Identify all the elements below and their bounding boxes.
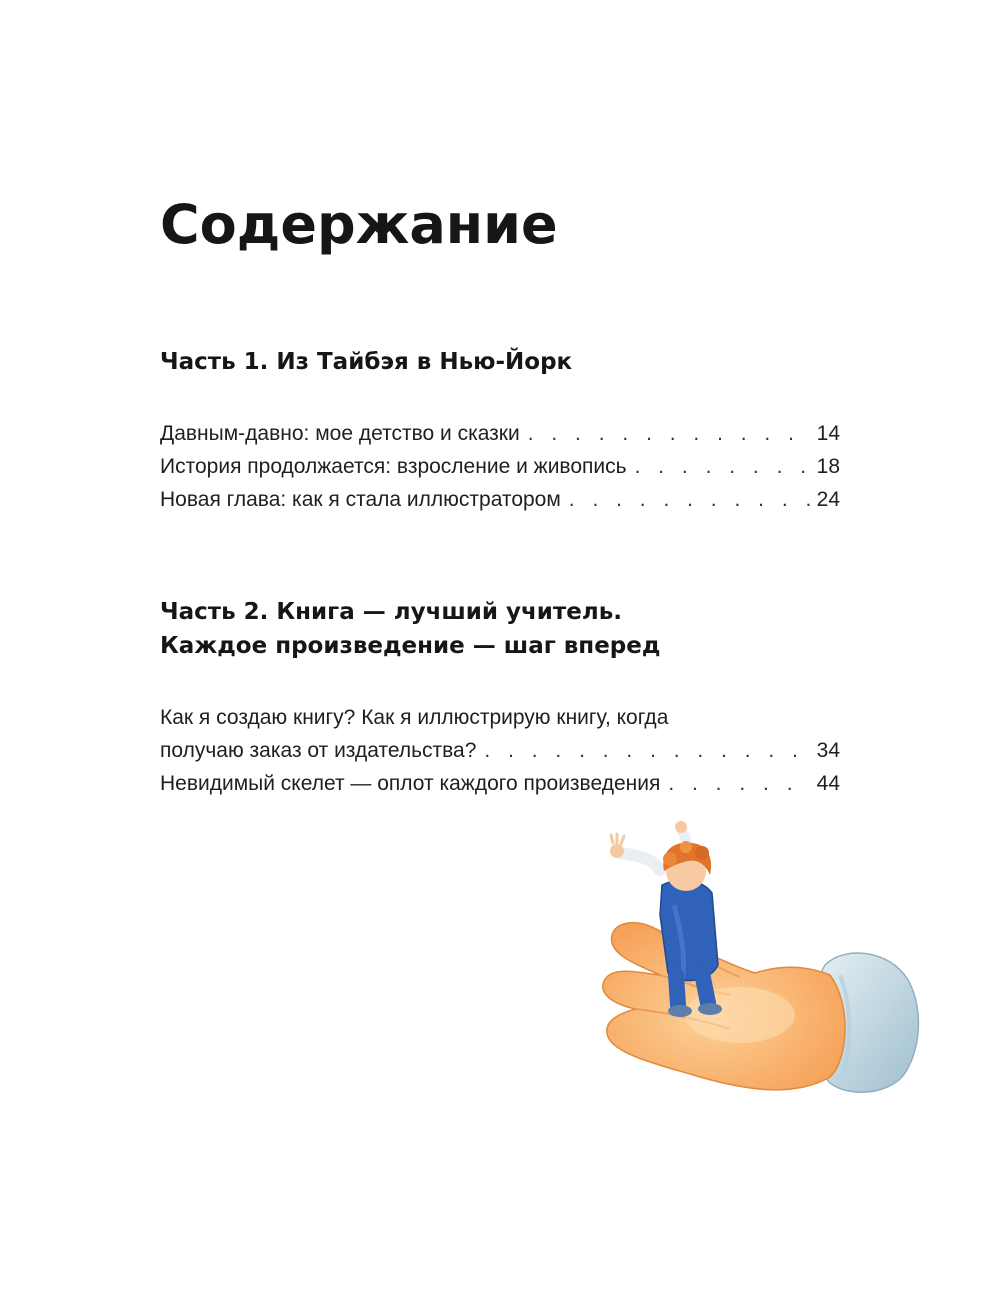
page-title: Содержание: [160, 193, 558, 256]
toc-entry-title: Новая глава: как я стала иллюстратором: [160, 488, 561, 511]
toc-entry-line: [160, 734, 840, 767]
toc-entry-line: [160, 483, 840, 516]
toc-entry-title-first-line: Как я создаю книгу? Как я иллюстрирую книгу, когда: [160, 706, 669, 729]
part-heading-line: Каждое произведение — шаг вперед: [160, 633, 661, 659]
part-heading: [160, 595, 840, 663]
dot-leader: [528, 417, 810, 450]
toc-part-2: [160, 595, 840, 800]
hand-holding-child-illustration: [590, 815, 930, 1105]
toc-entry-page: 24: [816, 488, 840, 511]
toc-list: [160, 417, 840, 516]
toc-entry-page: 34: [816, 739, 840, 762]
toc-list: [160, 701, 840, 800]
toc-entry[interactable]: [160, 767, 840, 800]
toc-part-1: [160, 345, 840, 516]
dot-leader: [484, 734, 810, 767]
hand: [603, 923, 845, 1090]
toc-entry-title: Невидимый скелет — оплот каждого произведения: [160, 772, 661, 795]
dot-leader: [569, 483, 810, 516]
dot-leader: [635, 450, 810, 483]
toc-entry-line: [160, 767, 840, 800]
dot-leader: [668, 767, 810, 800]
toc-entry-title: Давным-давно: мое детство и сказки: [160, 422, 520, 445]
part-heading-line: Часть 2. Книга — лучший учитель.: [160, 599, 622, 625]
toc-entry[interactable]: [160, 701, 840, 767]
toc-entry-page: 18: [816, 455, 840, 478]
toc-entry[interactable]: [160, 417, 840, 450]
toc-entry-page: 14: [816, 422, 840, 445]
toc-entry-title: получаю заказ от издательства?: [160, 739, 477, 762]
toc-entry-page: 44: [816, 772, 840, 795]
toc-entry[interactable]: [160, 450, 840, 483]
part-heading-line: Часть 1. Из Тайбэя в Нью-Йорк: [160, 349, 573, 375]
part-heading: [160, 345, 840, 379]
toc-entry-title: История продолжается: взросление и живопись: [160, 455, 627, 478]
toc-entry[interactable]: [160, 483, 840, 516]
toc-entry-line: [160, 450, 840, 483]
toc-entry-line: [160, 417, 840, 450]
